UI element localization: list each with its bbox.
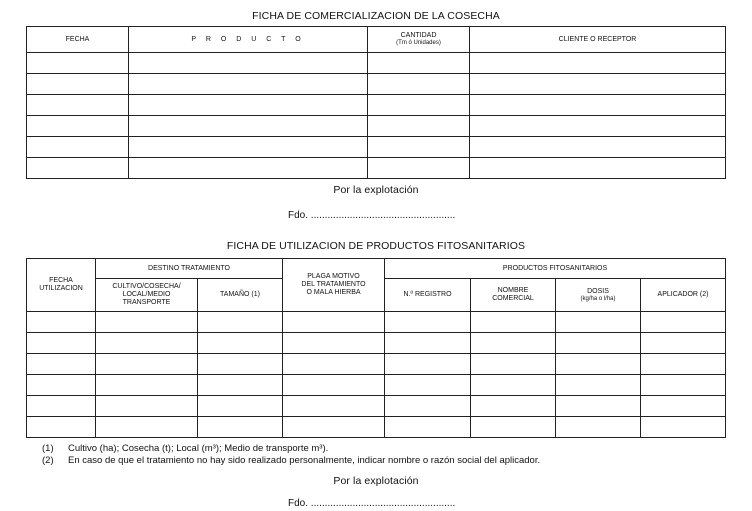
empty-cell[interactable] xyxy=(96,312,198,333)
header-cantidad xyxy=(368,27,470,53)
empty-cell[interactable] xyxy=(471,417,556,438)
table-row xyxy=(27,375,726,396)
empty-cell[interactable] xyxy=(27,116,129,137)
empty-cell[interactable] xyxy=(129,137,368,158)
empty-cell[interactable] xyxy=(27,375,96,396)
header-nombre-comercial: NOMBRE COMERCIAL xyxy=(471,279,556,312)
empty-cell[interactable] xyxy=(27,333,96,354)
empty-cell[interactable] xyxy=(129,53,368,74)
empty-cell[interactable] xyxy=(27,312,96,333)
table-row xyxy=(27,396,726,417)
empty-cell[interactable] xyxy=(470,74,726,95)
empty-cell[interactable] xyxy=(641,333,726,354)
form1-signature-line: Fdo. .................................................... xyxy=(288,210,456,221)
empty-cell[interactable] xyxy=(385,417,471,438)
empty-cell[interactable] xyxy=(368,74,470,95)
empty-cell[interactable] xyxy=(471,333,556,354)
empty-cell[interactable] xyxy=(641,396,726,417)
table-row xyxy=(27,333,726,354)
empty-cell[interactable] xyxy=(385,396,471,417)
empty-cell[interactable] xyxy=(198,375,283,396)
header-fecha: FECHA xyxy=(27,27,129,53)
empty-cell[interactable] xyxy=(27,396,96,417)
empty-cell[interactable] xyxy=(556,354,641,375)
empty-cell[interactable] xyxy=(129,74,368,95)
empty-cell[interactable] xyxy=(368,137,470,158)
empty-cell[interactable] xyxy=(471,312,556,333)
header-dosis-label: DOSIS xyxy=(587,287,609,295)
table-row xyxy=(27,158,726,179)
empty-cell[interactable] xyxy=(641,312,726,333)
empty-cell[interactable] xyxy=(96,354,198,375)
empty-cell[interactable] xyxy=(283,375,385,396)
footnotes xyxy=(42,443,540,467)
footnote-2 xyxy=(42,455,540,467)
empty-cell[interactable] xyxy=(27,53,129,74)
empty-cell[interactable] xyxy=(96,417,198,438)
empty-cell[interactable] xyxy=(641,354,726,375)
empty-cell[interactable] xyxy=(368,158,470,179)
header-dosis xyxy=(556,279,641,312)
empty-cell[interactable] xyxy=(556,417,641,438)
empty-cell[interactable] xyxy=(471,375,556,396)
empty-cell[interactable] xyxy=(27,74,129,95)
header-cantidad-unit: (Tm ó Unidades) xyxy=(396,40,441,46)
empty-cell[interactable] xyxy=(471,396,556,417)
comercializacion-table xyxy=(26,26,726,179)
header-fecha-utilizacion: FECHA UTILIZACION xyxy=(27,259,96,312)
header-destino-tratamiento: DESTINO TRATAMIENTO xyxy=(96,259,283,279)
empty-cell[interactable] xyxy=(129,95,368,116)
empty-cell[interactable] xyxy=(96,375,198,396)
header-producto: P R O D U C T O xyxy=(129,27,368,53)
empty-cell[interactable] xyxy=(283,354,385,375)
empty-cell[interactable] xyxy=(471,354,556,375)
empty-cell[interactable] xyxy=(27,95,129,116)
empty-cell[interactable] xyxy=(385,375,471,396)
table-row xyxy=(27,137,726,158)
empty-cell[interactable] xyxy=(27,158,129,179)
table-row xyxy=(27,116,726,137)
empty-cell[interactable] xyxy=(27,137,129,158)
fitosanitarios-table xyxy=(26,258,726,438)
header-plaga: PLAGA MOTIVO DEL TRATAMIENTO O MALA HIERBA xyxy=(283,259,385,312)
header-productos-fitosanitarios: PRODUCTOS FITOSANITARIOS xyxy=(385,259,726,279)
footnote-number: (2) xyxy=(42,455,54,466)
form1-signature-caption: Por la explotación xyxy=(333,184,419,196)
empty-cell[interactable] xyxy=(198,417,283,438)
table-row xyxy=(27,312,726,333)
empty-cell[interactable] xyxy=(641,417,726,438)
header-dosis-unit: (kg/ha o l/ha) xyxy=(580,295,616,302)
empty-cell[interactable] xyxy=(283,312,385,333)
empty-cell[interactable] xyxy=(556,375,641,396)
empty-cell[interactable] xyxy=(283,417,385,438)
form2-signature-caption: Por la explotación xyxy=(333,475,419,487)
table-row xyxy=(27,417,726,438)
empty-cell[interactable] xyxy=(96,396,198,417)
empty-cell[interactable] xyxy=(368,95,470,116)
empty-cell[interactable] xyxy=(385,312,471,333)
empty-cell[interactable] xyxy=(27,354,96,375)
empty-cell[interactable] xyxy=(198,354,283,375)
empty-cell[interactable] xyxy=(283,333,385,354)
header-tamano: TAMAÑO (1) xyxy=(198,279,283,312)
empty-cell[interactable] xyxy=(470,158,726,179)
header-cantidad-label: CANTIDAD xyxy=(400,32,437,39)
empty-cell[interactable] xyxy=(129,158,368,179)
form1-title: FICHA DE COMERCIALIZACION DE LA COSECHA xyxy=(252,10,500,22)
empty-cell[interactable] xyxy=(556,312,641,333)
header-cliente: CLIENTE O RECEPTOR xyxy=(470,27,726,53)
empty-cell[interactable] xyxy=(129,116,368,137)
empty-cell[interactable] xyxy=(470,116,726,137)
empty-cell[interactable] xyxy=(385,354,471,375)
empty-cell[interactable] xyxy=(470,137,726,158)
empty-cell[interactable] xyxy=(385,333,471,354)
table-row xyxy=(27,354,726,375)
form2-signature-line: Fdo. .................................................... xyxy=(288,498,456,509)
empty-cell[interactable] xyxy=(27,417,96,438)
footnote-number: (1) xyxy=(42,443,54,454)
form2-title: FICHA DE UTILIZACION DE PRODUCTOS FITOSANITARIOS xyxy=(226,240,526,252)
footnote-text: En caso de que el tratamiento no hay sido realizado personalmente, indicar nombre o razón social del aplicador. xyxy=(68,455,541,466)
empty-cell[interactable] xyxy=(96,333,198,354)
table-row xyxy=(27,74,726,95)
empty-cell[interactable] xyxy=(556,396,641,417)
empty-cell[interactable] xyxy=(556,333,641,354)
footnote-text: Cultivo (ha); Cosecha (t); Local (m³); Medio de transporte m³). xyxy=(68,443,329,454)
empty-cell[interactable] xyxy=(368,53,470,74)
empty-cell[interactable] xyxy=(470,95,726,116)
header-registro: N.º REGISTRO xyxy=(385,279,471,312)
empty-cell[interactable] xyxy=(470,53,726,74)
table-row xyxy=(27,95,726,116)
header-cultivo: CULTIVO/COSECHA/ LOCAL/MEDIO TRANSPORTE xyxy=(96,279,198,312)
empty-cell[interactable] xyxy=(198,396,283,417)
empty-cell[interactable] xyxy=(368,116,470,137)
header-aplicador: APLICADOR (2) xyxy=(641,279,726,312)
empty-cell[interactable] xyxy=(283,396,385,417)
empty-cell[interactable] xyxy=(198,333,283,354)
table-row xyxy=(27,53,726,74)
empty-cell[interactable] xyxy=(641,375,726,396)
empty-cell[interactable] xyxy=(198,312,283,333)
footnote-1 xyxy=(42,443,540,455)
